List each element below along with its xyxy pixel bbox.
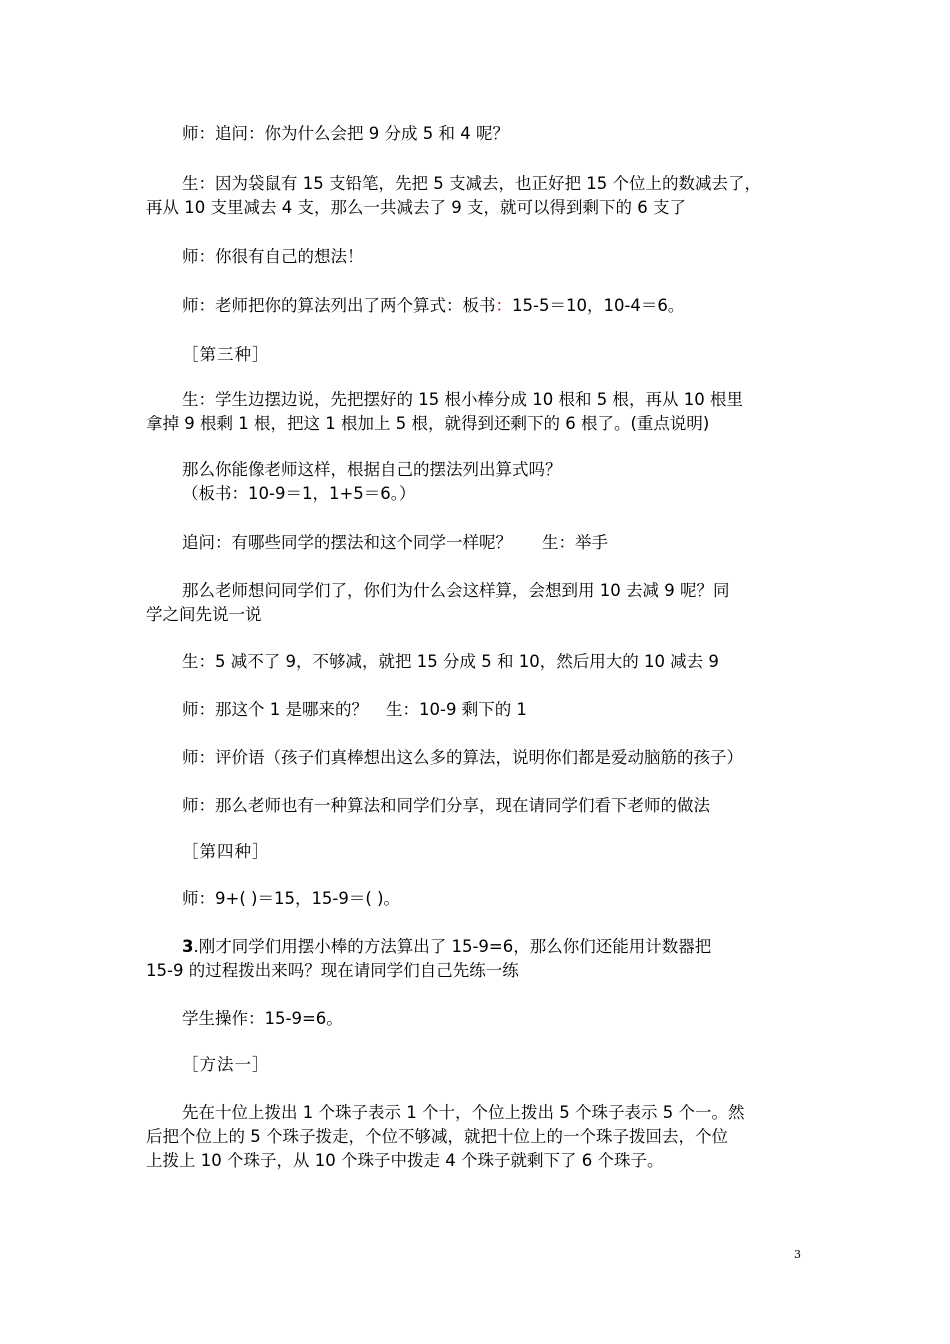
text-line: 上拨上 10 个珠子，从 10 个珠子中拨走 4 个珠子就剩下了 6 个珠子。 bbox=[146, 1151, 664, 1170]
paragraph-step-three bbox=[146, 935, 811, 983]
paragraph-student-explain bbox=[146, 650, 811, 674]
follow-up-question: 追问：有哪些同学的摆法和这个同学一样呢？ bbox=[182, 533, 512, 552]
section-heading-method-one bbox=[146, 1053, 811, 1077]
paragraph-teacher-formula bbox=[146, 887, 811, 911]
text-line: 学生操作：15-9=6。 bbox=[182, 1009, 343, 1028]
text-line: 生：因为袋鼠有 15 支铅笔，先把 5 支减去，也正好把 15 个位上的数减去了， bbox=[182, 174, 761, 193]
section-heading-third bbox=[146, 343, 811, 367]
board-formula: 15-5＝10，10-4＝6。 bbox=[512, 296, 685, 315]
text-line: 后把个位上的 5 个珠子拨走，个位不够减，就把十位上的一个珠子拨回去，个位 bbox=[146, 1127, 728, 1146]
paragraph-teacher-one bbox=[146, 698, 811, 722]
paragraph-teacher-ask bbox=[146, 579, 811, 627]
paragraph-teacher-share bbox=[146, 794, 811, 818]
step-number: 3 bbox=[182, 937, 194, 956]
text-line: 学之间先说一说 bbox=[146, 605, 262, 624]
paragraph-teacher-praise bbox=[146, 245, 811, 269]
paragraph-teacher-evaluation bbox=[146, 746, 811, 770]
page-number: 3 bbox=[794, 1248, 801, 1261]
paragraph-teacher-question bbox=[146, 122, 811, 146]
text-line: ［第四种］ bbox=[182, 842, 270, 861]
text-line: 师：你很有自己的想法！ bbox=[182, 247, 364, 266]
paragraph-method-one bbox=[146, 1101, 811, 1173]
paragraph-student-demo bbox=[146, 388, 811, 436]
text-line: 生：学生边摆边说，先把摆好的 15 根小棒分成 10 根和 5 根，再从 10 根里 bbox=[182, 390, 743, 409]
text-line: 师：那么老师也有一种算法和同学们分享，现在请同学们看下老师的做法 bbox=[182, 796, 710, 815]
text-line: 师：9+( )＝15，15-9＝( )。 bbox=[182, 889, 401, 908]
text-line: 那么老师想问同学们了，你们为什么会这样算，会想到用 10 去减 9 呢？同 bbox=[182, 581, 730, 600]
text-line: 再从 10 支里减去 4 支，那么一共减去了 9 支，就可以得到剩下的 6 支了 bbox=[146, 198, 686, 217]
paragraph-teacher-board bbox=[146, 294, 811, 318]
step-text: .刚才同学们用摆小棒的方法算出了 15-9=6，那么你们还能用计数器把 bbox=[193, 937, 712, 956]
board-prefix: 师：老师把你的算法列出了两个算式：板书 bbox=[182, 296, 496, 315]
text-line bbox=[146, 294, 811, 318]
text-line: （板书：10-9＝1，1+5＝6。） bbox=[182, 484, 416, 503]
text-line: 生：5 减不了 9，不够减，就把 15 分成 5 和 10，然后用大的 10 减去 9 bbox=[182, 652, 719, 671]
text-line: 那么你能像老师这样，根据自己的摆法列出算式吗？ bbox=[182, 460, 562, 479]
paragraph-follow-up bbox=[146, 531, 811, 555]
text-line: 拿掉 9 根剩 1 根，把这 1 根加上 5 根，就得到还剩下的 6 根了。(重点说明) bbox=[146, 414, 710, 433]
paragraph-student-operation bbox=[146, 1007, 811, 1031]
follow-up-answer: 生：举手 bbox=[542, 533, 608, 552]
text-line bbox=[146, 935, 811, 959]
text-line bbox=[146, 531, 811, 555]
teacher-one-answer: 生：10-9 剩下的 1 bbox=[386, 700, 527, 719]
paragraph-list-formula bbox=[146, 458, 811, 506]
text-line: ［第三种］ bbox=[182, 345, 270, 364]
text-line: 师：追问：你为什么会把 9 分成 5 和 4 呢？ bbox=[182, 124, 509, 143]
text-line: 15-9 的过程拨出来吗？现在请同学们自己先练一练 bbox=[146, 961, 519, 980]
section-heading-fourth bbox=[146, 840, 811, 864]
text-line: 师：评价语（孩子们真棒想出这么多的算法，说明你们都是爱动脑筋的孩子） bbox=[182, 748, 743, 767]
text-line: ［方法一］ bbox=[182, 1055, 270, 1074]
board-colon: ： bbox=[495, 296, 512, 315]
text-line bbox=[146, 698, 811, 722]
teacher-one-question: 师：那这个 1 是哪来的？ bbox=[182, 700, 368, 719]
text-line: 先在十位上拨出 1 个珠子表示 1 个十，个位上拨出 5 个珠子表示 5 个一。然 bbox=[182, 1103, 745, 1122]
paragraph-student-answer-1 bbox=[146, 172, 811, 220]
